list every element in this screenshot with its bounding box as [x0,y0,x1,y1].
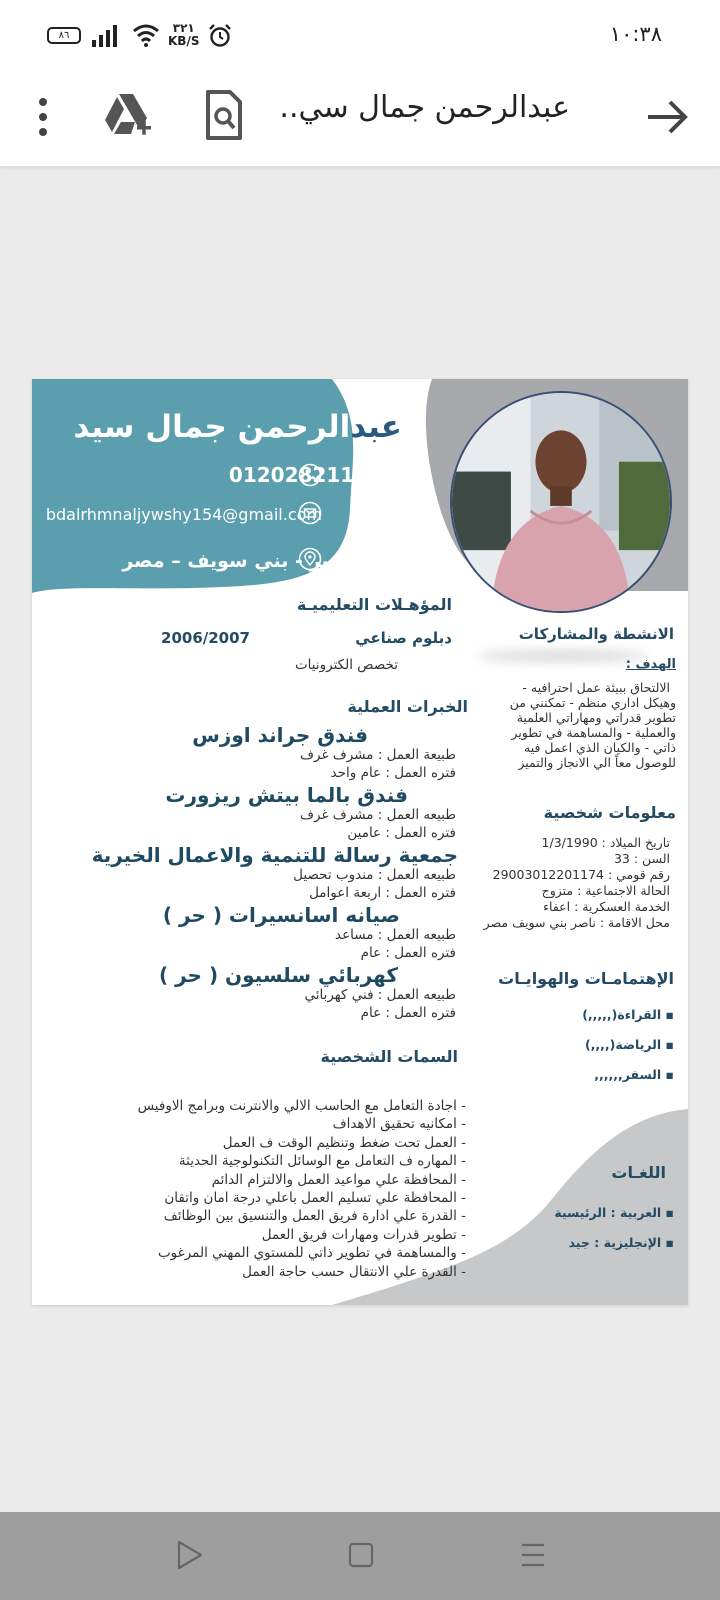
interest-item: ▪ السفر,,,,,, [594,1067,674,1082]
education-heading: المؤهـلات التعليميـة [296,595,452,614]
objective-heading: الهدف : [625,657,676,672]
job-period-3: فتره العمل : اربعة اعوامل [309,885,456,901]
personal-info-line: تاريخ الميلاد : 1/3/1990 [541,835,670,850]
app-bar [0,70,720,166]
traits-list [86,1097,466,1281]
job-org-3: جمعية رسالة للتنمية والاعمال الخيرية [91,843,458,867]
list-item: - امكانيه تحقيق الاهداف [86,1115,466,1133]
language-item: ▪ الإنجليزية : جيد [569,1235,674,1250]
job-nature-4: طبيعه العمل : مساعد [335,927,456,943]
education-degree: دبلوم صناعي [355,629,452,647]
personal-info-line: السن : 33 [613,851,670,866]
job-period-1: فتره العمل : عام واحد [330,765,456,781]
interest-item: ▪ القراءة(,,,,,) [582,1007,674,1022]
education-specialty: تخصص الكترونيات [294,657,398,673]
job-nature-2: طبيعه العمل : مشرف غرف [300,807,456,823]
objective-line: ذاتي - والكيان الذي اعمل فيه [524,740,676,755]
interest-item: ▪ الرياضة(,,,,) [585,1037,674,1052]
list-item: - المحافظة علي تسليم العمل باعلي درجة امان واتقان [86,1189,466,1207]
battery-icon: ٨٦ [47,27,81,44]
experience-heading: الخبرات العملية [347,697,468,716]
signal-icon [92,25,120,47]
languages-heading: اللغـات [611,1163,666,1182]
job-period-2: فتره العمل : عامين [347,825,456,841]
list-item: - القدرة علي الانتقال حسب حاجة العمل [86,1263,466,1281]
heading-shadow [478,649,648,663]
objective-line: تطوير قدراتي ومهاراتي العلمية [516,710,676,725]
job-period-4: فتره العمل : عام [360,945,456,961]
activities-heading: الانشطة والمشاركات [518,625,674,643]
interests-heading: الإهتمامـات والهوايـات [498,969,674,988]
drive-add-icon[interactable] [103,90,153,140]
job-nature-1: طبيعة العمل : مشرف غرف [300,747,456,763]
find-in-page-icon[interactable] [204,90,244,140]
objective-line: للوصول معاً الي الانجاز والتميز [518,755,676,770]
job-nature-5: طبيعه العمل : فني كهربائي [304,987,456,1003]
education-years: 2006/2007 [161,629,250,647]
list-item: - تطوير قدرات ومهارات فريق العمل [86,1226,466,1244]
language-item: ▪ العربية : الرئيسية [554,1205,674,1220]
list-item: - المحافظة علي مواعيد العمل والالتزام الدائم [86,1171,466,1189]
email-address: bdalrhmnaljywshy154@gmail.com [45,505,322,524]
wifi-icon [132,23,160,47]
system-nav-bar [0,1512,720,1600]
profile-photo [450,391,672,613]
job-org-1: فندق جراند اوزس [192,723,368,747]
personal-info-line: الخدمة العسكرية : اعفاء [543,899,670,914]
personal-info-heading: معلومات شخصية [543,803,676,822]
list-item: - والمساهمة في تطوير ذاتي للمستوي المهني المرغوب [86,1244,466,1262]
home-address: ناصر - بني سويف – مصر [122,550,354,572]
objective-line: وهيكل اداري منظم - تمكنني من [509,695,676,710]
personal-info-line: محل الاقامة : ناصر بني سويف مصر [483,915,670,930]
recents-menu-icon[interactable] [520,1540,546,1570]
clock-time: ١٠:٣٨ [609,22,662,46]
personal-info-line: رقم قومي : 29003012201174 [492,867,670,882]
job-org-2: فندق بالما بيتش ريزورت [165,783,408,807]
objective-line: والعملية - والمساهمة في تطوير [511,725,676,740]
cv-document-page[interactable] [32,379,688,1305]
objective-line: الالتحاق ببيئة عمل احترافيه - [522,680,670,695]
home-square-icon[interactable] [348,1540,374,1570]
list-item: - اجادة التعامل مع الحاسب الالي والانترنت وبرامج الاوفيس [86,1097,466,1115]
arrow-forward-icon[interactable] [642,92,692,142]
document-title: عبدالرحمن جمال سي.. [279,90,570,125]
job-nature-3: طبيعه العمل : مندوب تحصيل [293,867,456,883]
job-period-5: فتره العمل : عام [360,1005,456,1021]
cv-name: عبدالرحمن جمال سيد [73,409,402,445]
job-org-4: صيانه اسانسيرات ( حر ) [162,903,400,927]
traits-heading: السمات الشخصية [320,1047,458,1066]
list-item: - القدرة علي ادارة فريق العمل والتنسيق بين الوظائف [86,1207,466,1225]
more-vert-icon[interactable] [32,92,54,142]
personal-info-line: الحالة الاجتماعية : متزوج [541,883,670,898]
list-item: - المهاره ف التعامل مع الوسائل التكنولوجية الحديثة [86,1152,466,1170]
job-org-5: كهربائي سلسيون ( حر ) [159,963,398,987]
network-speed: ٣٢١ KB/S [168,21,200,48]
alarm-icon [208,24,232,48]
back-triangle-icon[interactable] [176,1540,204,1570]
status-bar [0,0,720,70]
phone-number: 01202821193 [228,463,382,487]
list-item: - العمل تحت ضغط وتنظيم الوقت ف العمل [86,1134,466,1152]
